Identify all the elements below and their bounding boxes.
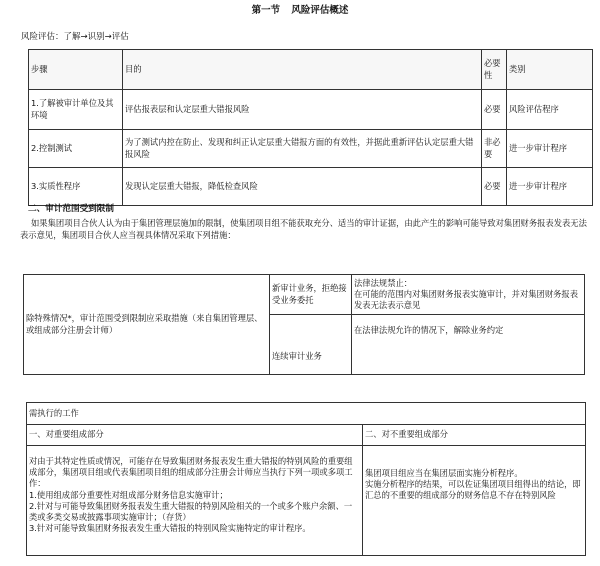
analytical-result-text: 实施分析程序的结果，可以佐证集团项目组得出的结论，即汇总的不重要的组成部分的财务信息不存在特别风险 <box>365 479 581 501</box>
limitation-measures-cell: 除特殊情况*，审计范围受到限制应采取措施（来自集团管理层、或组成部分注册会计师） <box>24 275 270 375</box>
section-heading: 二、审计范围受到限制 <box>28 204 114 214</box>
legal-prohibited-cell <box>352 275 585 315</box>
table-row <box>29 130 593 168</box>
work-header: 需执行的工作 <box>27 403 586 425</box>
page-title <box>0 5 600 18</box>
section-paragraph: 如果集团项目合伙人认为由于集团管理层施加的限制，使集团项目组不能获取充分、适当的审计证据，由此产生的影响可能导致对集团财务报表发表无法表示意见，集团项目合伙人应当视具体情况采取下列措施： <box>20 218 587 241</box>
risk-assessment-flow: 风险评估：了解→识别→评估 <box>21 32 129 42</box>
legal-prohibited-text: 在可能的范围内对集团财务报表实施审计，并对集团财务报表发表无法表示意见 <box>354 288 579 311</box>
required-cell: 非必要 <box>482 130 507 168</box>
purpose-cell: 发现认定层重大错报，降低检查风险 <box>123 168 482 206</box>
step-cell: 1.了解被审计单位及其环境 <box>29 90 123 130</box>
work-intro: 对由于其特定性质或情况，可能存在导致集团财务报表发生重大错报的特别风险的重要组成部分，集团项目组或代表集团项目组的组成部分注册会计师应当执行下列一项或多项工作： <box>29 456 353 489</box>
table-row <box>29 168 593 206</box>
analytical-procedures-text: 集团项目组应当在集团层面实施分析程序。 <box>365 468 523 478</box>
work-item: 1.使用组成部分重要性对组成部分财务信息实施审计； <box>29 489 228 500</box>
category-cell: 进一步审计程序 <box>507 130 593 168</box>
category-cell: 进一步审计程序 <box>507 168 593 206</box>
nonsignificant-components-work <box>363 446 586 556</box>
new-engagement-cell: 新审计业务，拒绝接受业务委托 <box>270 275 352 315</box>
required-cell: 必要 <box>482 168 507 206</box>
table-row <box>29 90 593 130</box>
nonsignificant-components-header: 二、对不重要组成部分 <box>363 425 586 446</box>
significant-components-work <box>27 446 363 556</box>
table-header-row <box>29 50 593 90</box>
required-cell: 必要 <box>482 90 507 130</box>
required-work-table <box>26 402 586 556</box>
risk-procedure-table <box>28 49 593 206</box>
work-item: 3.针对可能导致集团财务报表发生重大错报的特别风险实施特定的审计程序。 <box>29 523 311 534</box>
significant-components-header: 一、对重要组成部分 <box>27 425 363 446</box>
legal-allowed-cell: 在法律法规允许的情况下，解除业务约定 <box>352 315 585 375</box>
step-cell: 3.实质性程序 <box>29 168 123 206</box>
header-required: 必要性 <box>482 50 507 90</box>
category-cell: 风险评估程序 <box>507 90 593 130</box>
header-step: 步骤 <box>29 50 123 90</box>
work-item: 2.针对与可能导致集团财务报表发生重大错报的特别风险相关的一个或多个账户余额、一类或多类交易或披露事项实施审计；（存货） <box>29 500 353 522</box>
header-purpose: 目的 <box>123 50 482 90</box>
purpose-cell: 评估报表层和认定层重大错报风险 <box>123 90 482 130</box>
step-cell: 2.控制测试 <box>29 130 123 168</box>
section-name: 风险评估概述 <box>291 5 349 16</box>
header-category: 类别 <box>507 50 593 90</box>
legal-prohibited-title: 法律法规禁止： <box>354 277 413 288</box>
continuing-engagement-cell: 连续审计业务 <box>270 315 352 375</box>
scope-limitation-table <box>23 274 585 375</box>
purpose-cell: 为了测试内控在防止、发现和纠正认定层重大错报方面的有效性，并据此重新评估认定层重大错报风险 <box>123 130 482 168</box>
section-number: 第一节 <box>251 5 281 16</box>
